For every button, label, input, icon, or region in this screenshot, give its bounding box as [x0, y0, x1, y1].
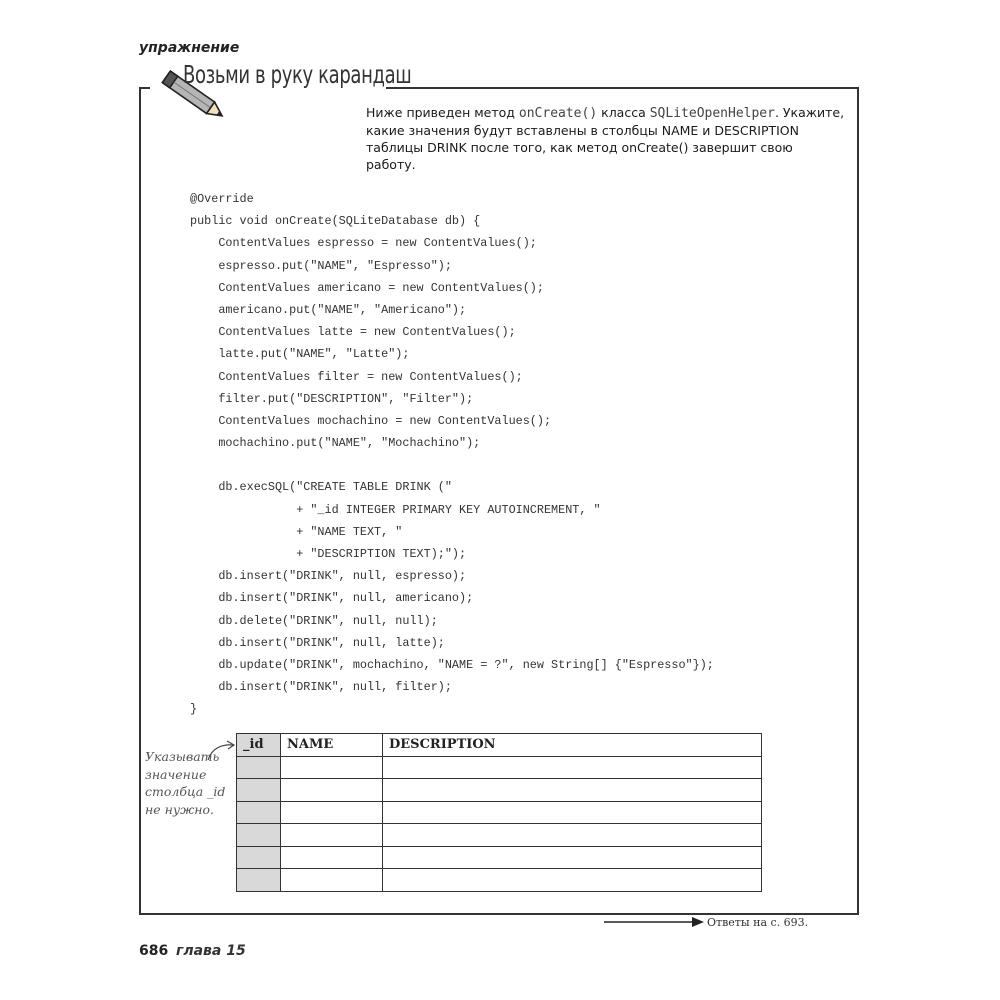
cell-description[interactable] — [383, 869, 762, 892]
answers-reference: Ответы на с. 693. — [707, 916, 809, 929]
table-row — [237, 801, 762, 824]
cell-name[interactable] — [281, 756, 383, 779]
handwritten-note — [145, 748, 225, 818]
code-line: americano.put("NAME", "Americano"); — [190, 302, 467, 317]
code-line: ContentValues mochachino = new ContentValues(); — [190, 413, 552, 428]
code-line: db.insert("DRINK", null, espresso); — [190, 569, 467, 584]
note-line: столбца _id — [145, 784, 226, 799]
cell-name[interactable] — [281, 846, 383, 869]
code-line: + "_id INTEGER PRIMARY KEY AUTOINCREMENT, " — [190, 502, 601, 517]
code-line: @Override — [190, 192, 254, 206]
code-line: db.insert("DRINK", null, americano); — [190, 591, 474, 606]
code-line: db.update("DRINK", mochachino, "NAME = ?", new String[] {"Espresso"}); — [190, 657, 714, 672]
code-line: ContentValues filter = new ContentValues(); — [190, 369, 523, 384]
header-description: DESCRIPTION — [383, 734, 762, 757]
code-line: mochachino.put("NAME", "Mochachino"); — [190, 436, 481, 451]
cell-name[interactable] — [281, 824, 383, 847]
note-line: значение — [145, 766, 207, 782]
code-line: ContentValues espresso = new ContentValues(); — [190, 236, 537, 251]
cell-id — [237, 846, 281, 869]
cell-description[interactable] — [383, 801, 762, 824]
code-line: latte.put("NAME", "Latte"); — [190, 347, 410, 362]
cell-id — [237, 824, 281, 847]
answer-table — [236, 733, 762, 892]
code-line: + "DESCRIPTION TEXT);"); — [190, 547, 467, 561]
code-line: db.insert("DRINK", null, latte); — [190, 635, 445, 650]
code-line: db.delete("DRINK", null, null); — [190, 613, 438, 628]
code-line: espresso.put("NAME", "Espresso"); — [190, 258, 452, 273]
intro-part-2: класса — [597, 105, 650, 120]
arrow-icon — [604, 915, 704, 929]
section-label: упражнение — [139, 40, 240, 56]
cell-description[interactable] — [383, 824, 762, 847]
code-line — [190, 454, 714, 476]
exercise-heading: Возьми в руку карандаш — [183, 60, 412, 89]
table-row — [237, 779, 762, 802]
note-line: Указывать — [145, 749, 220, 764]
cell-description[interactable] — [383, 779, 762, 802]
code-line: filter.put("DESCRIPTION", "Filter"); — [190, 391, 474, 406]
header-id: _id — [237, 734, 281, 757]
cell-name[interactable] — [281, 869, 383, 892]
cell-id — [237, 756, 281, 779]
code-line: + "NAME TEXT, " — [190, 524, 403, 539]
table-row — [237, 824, 762, 847]
table-row — [237, 846, 762, 869]
table-header-row — [237, 734, 762, 757]
code-line: public void onCreate(SQLiteDatabase db) { — [190, 214, 481, 229]
code-line: ContentValues latte = new ContentValues(); — [190, 325, 516, 340]
intro-part-3: . Укажите, какие значения будут вставлены в столбцы NAME и DESCRIPTION таблицы DRINK после того, как метод onCreate() завершит свою работу. — [366, 105, 845, 172]
cell-id — [237, 801, 281, 824]
intro-part-1: Ниже приведен метод — [366, 105, 519, 120]
code-line: db.insert("DRINK", null, filter); — [190, 680, 452, 695]
code-line: } — [190, 702, 198, 717]
cell-description[interactable] — [383, 756, 762, 779]
intro-code-oncreate: onCreate() — [518, 106, 598, 121]
table-row — [237, 756, 762, 779]
cell-id — [237, 779, 281, 802]
code-line: ContentValues americano = new ContentValues(); — [190, 280, 544, 295]
cell-name[interactable] — [281, 779, 383, 802]
intro-code-helper: SQLiteOpenHelper — [649, 106, 775, 121]
note-line: не нужно. — [145, 801, 215, 817]
page-number: 686 — [139, 943, 169, 959]
intro-text — [366, 104, 846, 173]
code-line: db.execSQL("CREATE TABLE DRINK (" — [190, 480, 452, 495]
cell-name[interactable] — [281, 801, 383, 824]
cell-id — [237, 869, 281, 892]
header-name: NAME — [281, 734, 383, 757]
code-block — [190, 188, 714, 721]
cell-description[interactable] — [383, 846, 762, 869]
chapter-label: глава 15 — [176, 943, 246, 959]
table-row — [237, 869, 762, 892]
